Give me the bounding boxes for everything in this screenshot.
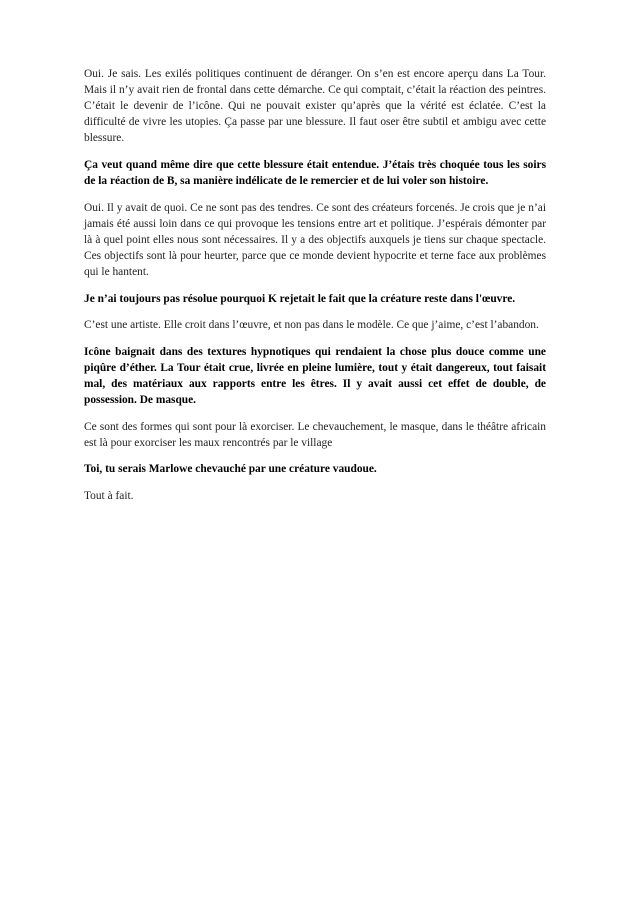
question-paragraph: Icône baignait dans des textures hypnotiques qui rendaient la chose plus douce comme une piqûre d’éther. La Tour était crue, livrée en pleine lumière, tout y était dangereux, tout faisait mal, des matériaux aux rapports entre les êtres. Il y avait aussi cet effet de double, de possession. De masque. [84,345,546,407]
question-paragraph: Je n’ai toujours pas résolue pourquoi K rejetait le fait que la créature reste dans l'œuvre. [84,292,516,305]
answer-paragraph: Ce sont des formes qui sont pour là exorciser. Le chevauchement, le masque, dans le théâtre africain est là pour exorciser les maux rencontrés par le village [84,420,546,449]
question-paragraph: Ça veut quand même dire que cette blessure était entendue. J’étais très choquée tous les soirs de la réaction de B, sa manière indélicate de le remercier et de lui voler son histoire. [84,158,546,188]
document-page [84,66,546,515]
question-paragraph: Toi, tu serais Marlowe chevauché par une créature vaudoue. [84,463,377,476]
answer-paragraph: Oui. Il y avait de quoi. Ce ne sont pas des tendres. Ce sont des créateurs forcenés. Je crois que je n’ai jamais été aussi loin dans ce qui provoque les tensions entre art et politique. J’espérais démonter par là à quel point elles nous sont nécessaires. Il y a des objectifs auxquels je tiens sur chaque spectacle. Ces objectifs sont là pour heurter, parce que ce monde devient hypocrite et terne face aux problèmes qui le hantent. [84,201,546,279]
answer-paragraph: Tout à fait. [84,489,134,502]
answer-paragraph: C’est une artiste. Elle croit dans l’œuvre, et non pas dans le modèle. Ce que j’aime, c’est l’abandon. [84,319,539,332]
answer-paragraph: Oui. Je sais. Les exilés politiques continuent de déranger. On s’en est encore aperçu dans La Tour. Mais il n’y avait rien de frontal dans cette démarche. Ce qui comptait, c’était la réaction des peintres. C’était le devenir de l’icône. Qui ne pouvait exister qu’après que la vérité est éclatée. C’est la difficulté de vivre les utopies. Ça passe par une blessure. Il faut oser être subtil et ambigu avec cette blessure. [84,68,546,145]
